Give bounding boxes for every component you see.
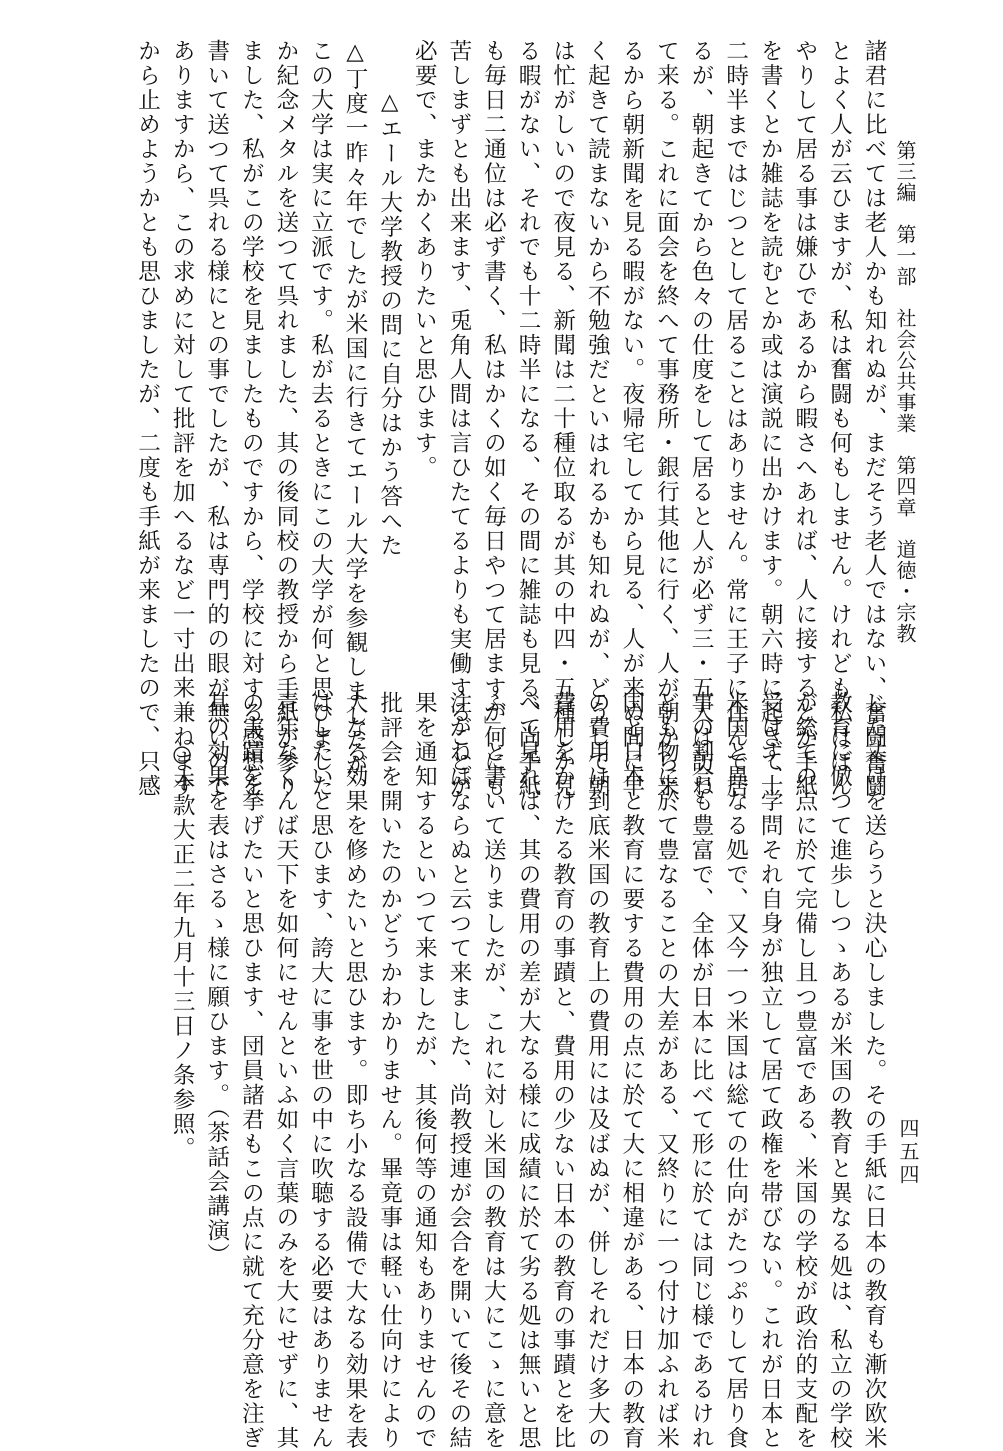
text-line: く起きて読まないから不勉強だといはれるかも知れぬが、どうして朝: [584, 39, 611, 799]
text-line: の実蹟を挙げたいと思ひます、団員諸君もこの点に就て充分意を注ぎ: [238, 691, 265, 1451]
text-line: 批評会を開いたのかどうかわかりません。畢竟事は軽い仕向けにより: [376, 691, 403, 1451]
text-line: も毎日二通位は必ず書く、私はかくの如く毎日やつて居ますが何にも: [480, 39, 507, 799]
text-line: 二時半まではじつとして居ることはありません。常に王子に住んで居: [722, 39, 749, 799]
text-line: 米国と異なる処で、又今一つ米国は総ての仕向がたつぷりして居り食: [722, 691, 749, 1451]
text-line: は忙がしいので夜見る、新聞は二十種位取るが其の中四・五種しか見: [549, 39, 576, 799]
text-line: 其の効果を表はさるゝ様に願ひます。（茶話会講演）: [203, 691, 230, 1268]
lower-text-block: [165, 691, 891, 1451]
page-number: 四五四: [896, 1118, 920, 1187]
text-line: 注がねばならぬと云つて来ました、尚教授連が会合を開いて後その結: [445, 691, 472, 1451]
text-line: 大なる効果を修めたいと思ひます。即ち小なる設備で大なる効果を表: [342, 691, 369, 1451]
text-line: とよく人が云ひますが、私は奮闘も何もしません。けれども私はぼん: [826, 39, 853, 799]
text-line: の費用は到底米国の教育上の費用には及ばぬが、併しそれだけ多大の: [584, 691, 611, 1451]
text-line: 費用をかけたる教育の事蹟と、費用の少ない日本の教育の事蹟とを比: [549, 691, 576, 1451]
reference-note: ○本款大正二年九月十三日ノ条参照。: [169, 740, 196, 1161]
text-line: るから朝新聞を見る暇がない。夜帰宅してから見る、人が来ぬ間に早: [618, 39, 645, 799]
text-line: 果を通知するといつて来ましたが、其後何等の通知もありませんので: [411, 691, 438, 1451]
text-line: ふ」と書いて送りましたが、これに対し米国の教育は大にこゝに意を: [480, 691, 507, 1451]
text-line: 事の割合も豊富で、全体が日本に比べて形に於ては同じ様であるけれ: [688, 691, 715, 1451]
text-line: 受けず、学問それ自身が独立して居て政権を帯びない。これが日本と: [757, 691, 784, 1451]
text-line: 青年なくんば天下を如何にせんといふ如く言葉のみを大にせずに、其: [272, 691, 299, 1451]
running-header: 第三編 第一部 社会公共事業 第四章 道徳・宗教: [893, 140, 917, 644]
section-heading: △エール大学教授の問に自分はかう答へた: [376, 88, 403, 558]
text-line: から止めようかとも思ひましたが、二度も手紙が来ましたので、只感: [134, 39, 161, 799]
text-line: て来る。これに面会を終へて事務所・銀行其他に行く、人が朝から来: [653, 39, 680, 799]
text-line: べて見れば、其の費用の差が大なる様に成績に於て劣る処は無いと思: [515, 691, 542, 1451]
text-line: ども物に於て豊なることの大差がある、又終りに一つ付け加ふれば米: [653, 691, 680, 1451]
text-line: 必要で、またかくありたいと思ひます。: [411, 39, 438, 480]
text-line: が総ての点に於て完備し且つ豊富である、米国の学校が政治的支配を: [791, 691, 818, 1451]
upper-text-block: [130, 39, 891, 802]
text-line: るが、朝起きてから色々の仕度をして居ると人が必ず三・五人は訪ね: [688, 39, 715, 799]
text-line: 苦しまずとも出来ます、兎角人間は言ひたてるよりも実働することが: [445, 39, 472, 799]
text-line: はしたいと思ひます、誇大に事を世の中に吹聴する必要はありません: [307, 691, 334, 1451]
text-line: ました、私がこの学校を見ましたものですから、学校に対する感想を: [238, 39, 265, 799]
text-line: じた丈けを送らうと決心しました。その手紙に日本の教育も漸次欧米: [861, 691, 887, 1451]
text-line: る暇がない、それでも十二時半になる、その間に雑誌も見る、尚手紙: [515, 39, 542, 799]
text-line: を書くとか雑誌を読むとか或は演説に出かけます。朝六時に起きて十: [757, 39, 784, 799]
text-line: 諸君に比べては老人かも知れぬが、まだそう老人ではない、奮闘奮闘: [861, 39, 887, 799]
text-line: やりして居る事は嫌ひであるから暇さへあれば、人に接するとか手紙: [791, 39, 818, 799]
text-line: ありますから、この求めに対して批評を加へるなど一寸出来兼ねます: [169, 39, 196, 799]
text-line: 国と日本と教育に要する費用の点に於て大に相違がある、日本の教育: [618, 691, 645, 1451]
text-line: △丁度一昨々年でしたが米国に行きてエール大学を参観しましたが、: [342, 39, 369, 802]
text-line: この大学は実に立派です。私が去るときにこの大学が何と思ひました: [307, 39, 334, 799]
text-line: 教育に倣つて進歩しつゝあるが米国の教育と異なる処は、私立の学校: [826, 691, 853, 1451]
text-line: 書いて送つて呉れる様にとの事でしたが、私は専門的の眼が無いので: [203, 39, 230, 799]
text-line: か紀念メタルを送つて呉れました、其の後同校の教授から手紙が参り: [272, 39, 299, 799]
